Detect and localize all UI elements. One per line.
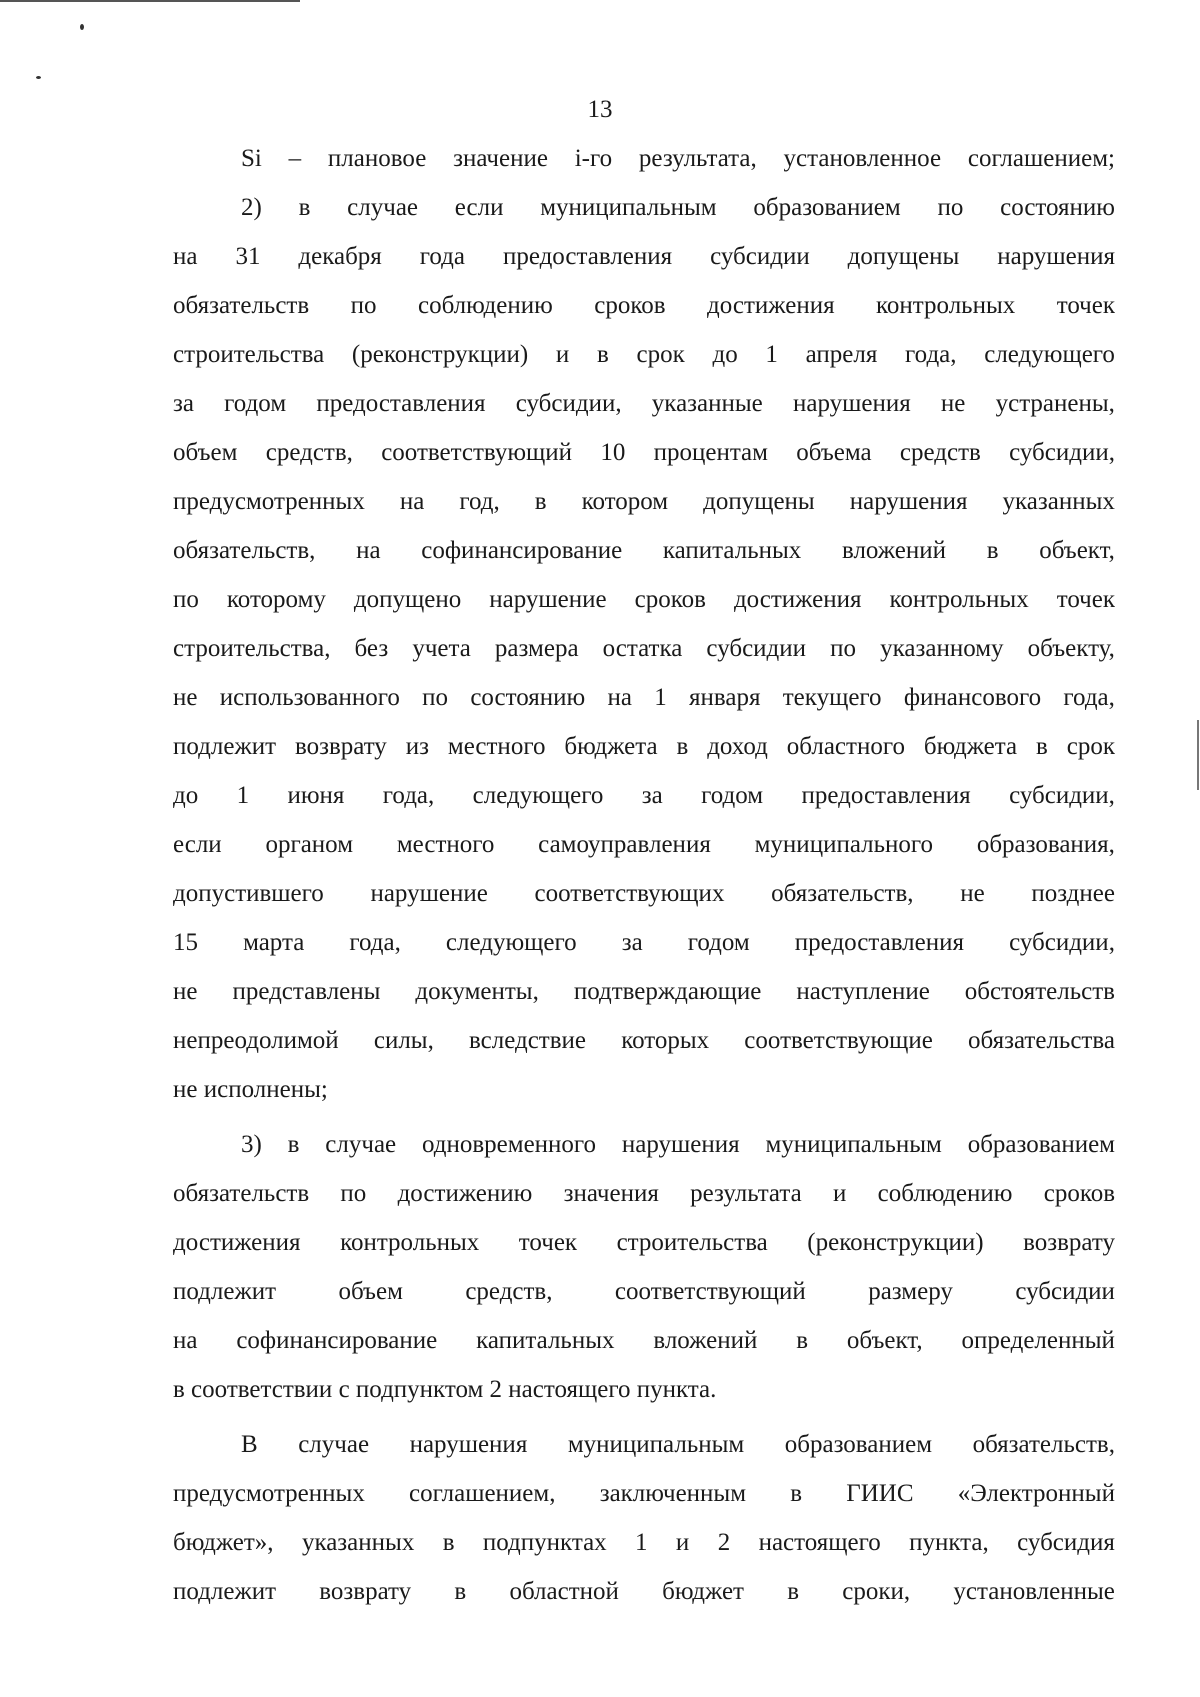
word: предусмотренных xyxy=(173,1480,365,1507)
word: по xyxy=(173,586,199,613)
word: субсидии, xyxy=(1009,929,1115,956)
word: до xyxy=(173,782,199,809)
word: точек xyxy=(518,1229,578,1256)
word: случае xyxy=(347,194,419,221)
word: 1 xyxy=(765,341,778,368)
word: объект, xyxy=(846,1327,923,1354)
word: местного xyxy=(396,831,495,858)
word: в xyxy=(676,733,689,760)
word: установленное xyxy=(783,145,942,172)
text-line xyxy=(173,1169,1115,1218)
scan-artifact-top-line xyxy=(0,0,300,2)
word: субсидии xyxy=(1015,1278,1115,1305)
text-line xyxy=(173,673,1115,722)
text-line xyxy=(173,281,1115,330)
word: размера xyxy=(494,635,579,662)
word: В xyxy=(241,1431,258,1458)
text-line xyxy=(173,1469,1115,1518)
word: вложений xyxy=(841,537,946,564)
word: сроков xyxy=(1043,1180,1115,1207)
word: 1 xyxy=(635,1529,648,1556)
word: строительства, xyxy=(173,635,331,662)
word: непреодолимой xyxy=(173,1027,339,1054)
word: финансового xyxy=(903,684,1042,711)
text-line xyxy=(173,526,1115,575)
word: соответствующий xyxy=(381,439,573,466)
text-line xyxy=(173,477,1115,526)
word: бюджет», xyxy=(173,1529,274,1556)
word: 15 xyxy=(173,929,198,956)
word: сроков xyxy=(594,292,666,319)
word: на xyxy=(607,684,632,711)
word: средств xyxy=(899,439,981,466)
word: (реконструкции) xyxy=(351,341,529,368)
word: случае xyxy=(298,1431,370,1458)
word: средств, xyxy=(265,439,353,466)
word: не xyxy=(173,978,198,1005)
word: средств, xyxy=(465,1278,553,1305)
text-line xyxy=(173,1518,1115,1567)
word: софинансирование xyxy=(421,537,623,564)
word: остатка xyxy=(602,635,683,662)
word: возврату xyxy=(294,733,387,760)
word: образованием xyxy=(753,194,901,221)
word: контрольных xyxy=(876,292,1016,319)
word: использованного xyxy=(219,684,400,711)
word: муниципальным xyxy=(765,1131,942,1158)
word: 2) xyxy=(241,194,262,221)
text-line xyxy=(173,624,1115,673)
text-line xyxy=(173,379,1115,428)
word: обязательств xyxy=(173,292,310,319)
word: года, xyxy=(905,341,957,368)
word: срок xyxy=(636,341,685,368)
word: 10 xyxy=(600,439,626,466)
word: и xyxy=(832,1180,847,1207)
word: обязательств xyxy=(173,1180,310,1207)
word: июня xyxy=(287,782,345,809)
word: вследствие xyxy=(469,1027,587,1054)
word: следующего xyxy=(445,929,577,956)
word: которому xyxy=(226,586,326,613)
text-line: не исполнены; xyxy=(173,1076,328,1103)
word: предоставления xyxy=(794,929,965,956)
word: за xyxy=(641,782,663,809)
word: достижению xyxy=(397,1180,533,1207)
word: установленные xyxy=(953,1578,1115,1605)
word: размеру xyxy=(868,1278,953,1305)
word: точек xyxy=(1056,586,1115,613)
word: в xyxy=(534,488,547,515)
word: не xyxy=(173,684,198,711)
word: и xyxy=(675,1529,690,1556)
word: случае xyxy=(325,1131,397,1158)
word: обязательств, xyxy=(972,1431,1115,1458)
word: пункта, xyxy=(909,1529,989,1556)
word: по xyxy=(340,1180,367,1207)
word: года, xyxy=(1063,684,1115,711)
word: 31 xyxy=(235,243,261,270)
word: учета xyxy=(412,635,471,662)
word: годом xyxy=(224,390,287,417)
word: достижения xyxy=(707,292,835,319)
text-line xyxy=(173,1120,1115,1169)
word: указанному xyxy=(880,635,1004,662)
word: из xyxy=(405,733,429,760)
word: в xyxy=(790,1480,803,1507)
text-line xyxy=(173,575,1115,624)
word: допущены xyxy=(703,488,815,515)
text-line: в соответствии с подпунктом 2 настоящего пункта. xyxy=(173,1376,717,1403)
document-body xyxy=(173,134,1115,1616)
word: местного xyxy=(447,733,546,760)
word: субсидии, xyxy=(1009,439,1115,466)
word: соответствующих xyxy=(534,880,725,907)
word: допущено xyxy=(353,586,462,613)
word: соблюдению xyxy=(877,1180,1013,1207)
word: самоуправления xyxy=(538,831,711,858)
word: образования, xyxy=(976,831,1115,858)
word: соответствующий xyxy=(614,1278,806,1305)
word: срок xyxy=(1066,733,1115,760)
word: нарушение xyxy=(370,880,488,907)
word: до xyxy=(712,341,738,368)
word: соглашением, xyxy=(409,1480,556,1507)
word: органом xyxy=(265,831,354,858)
text-line xyxy=(173,1218,1115,1267)
text-line xyxy=(173,771,1115,820)
word: подлежит xyxy=(173,1278,277,1305)
word: котором xyxy=(581,488,669,515)
text-line xyxy=(173,134,1115,183)
word: устранены, xyxy=(995,390,1115,417)
word: наступление xyxy=(796,978,930,1005)
word: объем xyxy=(338,1278,403,1305)
word: Si xyxy=(241,145,262,172)
word: значение xyxy=(453,145,548,172)
word: по xyxy=(350,292,377,319)
text-line xyxy=(173,820,1115,869)
word: не xyxy=(960,880,985,907)
word: 2 xyxy=(717,1529,731,1556)
word: года, xyxy=(349,929,401,956)
word: указанные xyxy=(651,390,763,417)
text-line xyxy=(173,1316,1115,1365)
word: декабря xyxy=(298,243,382,270)
word: подлежит xyxy=(173,1578,277,1605)
text-line xyxy=(173,330,1115,379)
word: нарушения xyxy=(409,1431,528,1458)
word: ГИИС xyxy=(846,1480,914,1507)
word: субсидии xyxy=(706,635,807,662)
word: в xyxy=(287,1131,300,1158)
word: сроки, xyxy=(842,1578,911,1605)
word: строительства xyxy=(616,1229,768,1256)
word: контрольных xyxy=(889,586,1029,613)
text-line xyxy=(173,722,1115,771)
word: которых xyxy=(621,1027,710,1054)
word: субсидии, xyxy=(1009,782,1115,809)
word: определенный xyxy=(961,1327,1115,1354)
word: муниципальным xyxy=(540,194,717,221)
text-line xyxy=(173,232,1115,281)
word: состоянию xyxy=(470,684,586,711)
word: годом xyxy=(701,782,764,809)
text-line xyxy=(173,428,1115,477)
word: субсидия xyxy=(1017,1529,1115,1556)
word: предоставления xyxy=(801,782,971,809)
word: областной xyxy=(509,1578,619,1605)
word: софинансирование xyxy=(236,1327,438,1354)
word: года, xyxy=(382,782,435,809)
word: на xyxy=(173,1327,198,1354)
word: указанных xyxy=(301,1529,415,1556)
word: апреля xyxy=(805,341,878,368)
word: предоставления xyxy=(316,390,486,417)
word: бюджета xyxy=(923,733,1018,760)
word: достижения xyxy=(733,586,862,613)
word: результата xyxy=(690,1180,802,1207)
word: контрольных xyxy=(340,1229,480,1256)
word: на xyxy=(399,488,425,515)
word: представлены xyxy=(232,978,381,1005)
word: в xyxy=(597,341,609,368)
word: текущего xyxy=(782,684,882,711)
word: строительства xyxy=(173,341,325,368)
word: субсидии, xyxy=(515,390,622,417)
word: капитальных xyxy=(662,537,802,564)
word: в xyxy=(1036,733,1048,760)
word: плановое xyxy=(327,145,427,172)
word: соблюдению xyxy=(417,292,553,319)
text-line xyxy=(173,1016,1115,1065)
word: точек xyxy=(1056,292,1115,319)
word: на xyxy=(356,537,381,564)
word: объем xyxy=(173,439,238,466)
word: 1 xyxy=(236,782,250,809)
word: нарушения xyxy=(792,390,911,417)
word: доход xyxy=(707,733,768,760)
word: год, xyxy=(459,488,500,515)
word: возврату xyxy=(319,1578,412,1605)
word: вложений xyxy=(653,1327,758,1354)
word: сроков xyxy=(634,586,706,613)
word: и xyxy=(555,341,570,368)
word: по xyxy=(830,635,857,662)
word: допустившего xyxy=(173,880,324,907)
word: обязательства xyxy=(968,1027,1115,1054)
word: объекту, xyxy=(1027,635,1115,662)
word: настоящего xyxy=(758,1529,881,1556)
scan-speck xyxy=(80,24,84,30)
word: соглашением; xyxy=(967,145,1115,172)
word: – xyxy=(288,145,302,172)
word: муниципальным xyxy=(567,1431,745,1458)
word: в xyxy=(454,1578,467,1605)
word: возврату xyxy=(1023,1229,1115,1256)
word: предоставления xyxy=(502,243,673,270)
scan-artifact-right-edge xyxy=(1197,720,1199,790)
word: допущены xyxy=(847,243,960,270)
word: состоянию xyxy=(1000,194,1115,221)
word: позднее xyxy=(1031,880,1115,907)
word: образованием xyxy=(967,1131,1115,1158)
word: документы, xyxy=(415,978,539,1005)
word: бюджет xyxy=(662,1578,744,1605)
word: подтверждающие xyxy=(573,978,762,1005)
word: за xyxy=(173,390,194,417)
word: годом xyxy=(687,929,750,956)
word: достижения xyxy=(173,1229,301,1256)
word: процентам xyxy=(653,439,768,466)
text-line xyxy=(173,1567,1115,1616)
word: если xyxy=(454,194,504,221)
word: объект, xyxy=(1039,537,1115,564)
word: бюджета xyxy=(564,733,658,760)
word: результата, xyxy=(638,145,757,172)
word: в xyxy=(986,537,999,564)
word: предусмотренных xyxy=(173,488,365,515)
word: «Электронный xyxy=(957,1480,1115,1507)
word: не xyxy=(940,390,966,417)
word: объема xyxy=(796,439,872,466)
word: следующего xyxy=(472,782,604,809)
text-line xyxy=(173,967,1115,1016)
word: силы, xyxy=(373,1027,434,1054)
word: капитальных xyxy=(476,1327,615,1354)
word: обязательств, xyxy=(173,537,316,564)
word: обязательств, xyxy=(771,880,914,907)
page-number: 13 xyxy=(587,96,613,123)
word: заключенным xyxy=(599,1480,747,1507)
word: субсидии xyxy=(710,243,810,270)
word: следующего xyxy=(984,341,1115,368)
word: в xyxy=(298,194,311,221)
word: значения xyxy=(563,1180,659,1207)
word: марта xyxy=(243,929,305,956)
word: нарушения xyxy=(849,488,968,515)
word: подлежит xyxy=(173,733,277,760)
word: по xyxy=(422,684,449,711)
word: соответствующие xyxy=(744,1027,933,1054)
scan-speck xyxy=(36,76,41,79)
word: нарушение xyxy=(489,586,607,613)
word: нарушения xyxy=(997,243,1115,270)
word: в xyxy=(442,1529,455,1556)
word: на xyxy=(173,243,198,270)
word: по xyxy=(937,194,964,221)
text-line xyxy=(173,183,1115,232)
text-line xyxy=(173,1267,1115,1316)
word: если xyxy=(173,831,222,858)
word: в xyxy=(796,1327,809,1354)
word: указанных xyxy=(1002,488,1115,515)
word: областного xyxy=(786,733,905,760)
text-line xyxy=(173,918,1115,967)
word: нарушения xyxy=(621,1131,740,1158)
word: муниципального xyxy=(754,831,934,858)
word: подпунктах xyxy=(482,1529,607,1556)
word: за xyxy=(621,929,643,956)
text-line xyxy=(173,1420,1115,1469)
word: одновременного xyxy=(421,1131,597,1158)
text-line xyxy=(173,869,1115,918)
word: 1 xyxy=(654,684,667,711)
word: января xyxy=(689,684,761,711)
word: без xyxy=(354,635,389,662)
word: образованием xyxy=(784,1431,933,1458)
word: в xyxy=(787,1578,800,1605)
word: года xyxy=(419,243,465,270)
word: i-го xyxy=(574,145,613,172)
word: 3) xyxy=(241,1131,262,1158)
word: (реконструкции) xyxy=(807,1229,984,1256)
word: обстоятельств xyxy=(964,978,1115,1005)
